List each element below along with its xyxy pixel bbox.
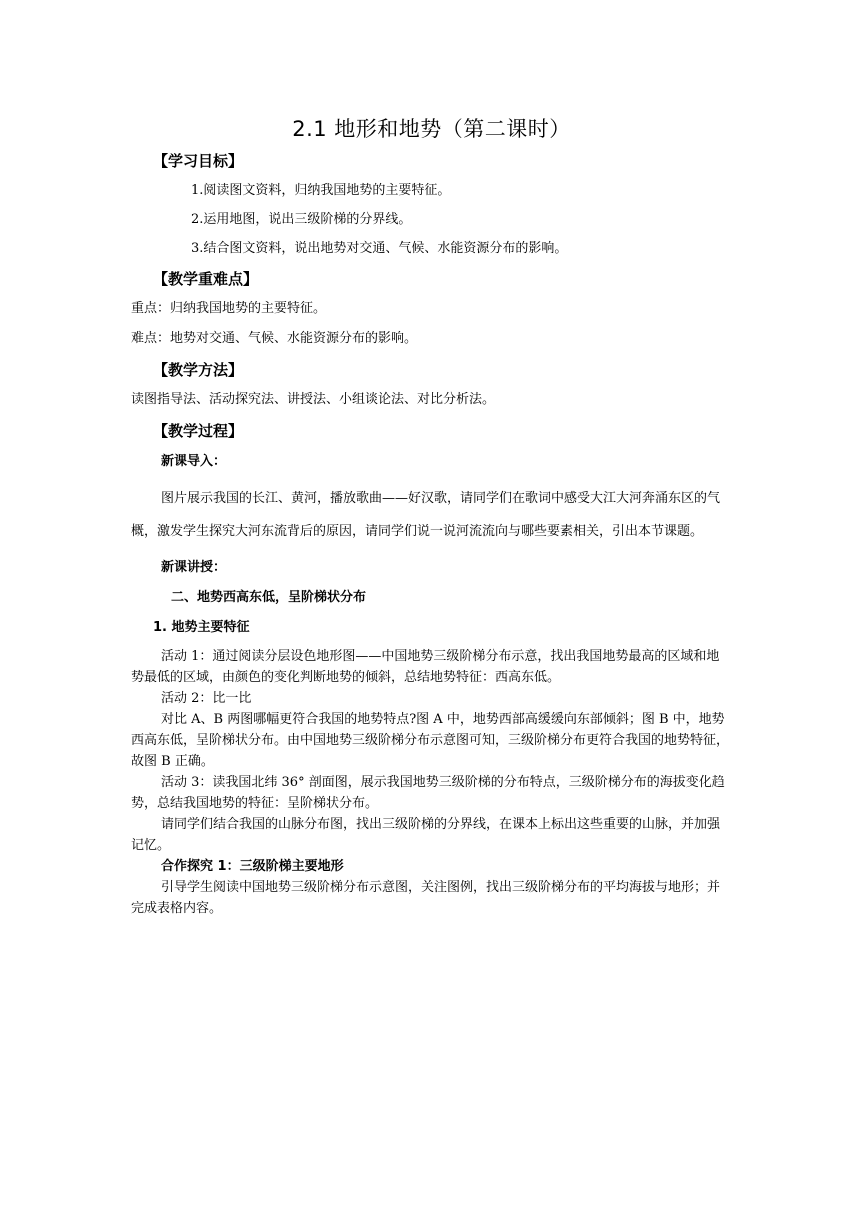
sub-title: 1. 地势主要特征 [153, 620, 250, 635]
objective-item: 3.结合图文资料，说出地势对交通、气候、水能资源分布的影响。 [191, 241, 568, 256]
difficult-point: 难点：地势对交通、气候、水能资源分布的影响。 [131, 331, 418, 346]
key-point: 重点：归纳我国地势的主要特征。 [131, 301, 327, 316]
methods-text: 读图指导法、活动探究法、讲授法、小组谈论法、对比分析法。 [131, 392, 496, 407]
activity-1: 活动 1：通过阅读分层设色地形图——中国地势三级阶梯分布示意，找出我国地势最高的区域和地势最低的区域，由颜色的变化判断地势的倾斜，总结地势特征：西高东低。 [131, 649, 720, 685]
lecture-label: 新课讲授： [161, 560, 227, 575]
page-title: 2.1 地形和地势（第二课时） [292, 117, 571, 141]
objective-item: 1.阅读图文资料，归纳我国地势的主要特征。 [191, 183, 451, 198]
activity-3: 活动 3：读我国北纬 36° 剖面图，展示我国地势三级阶梯的分布特点，三级阶梯分布的海拔变化趋势，总结我国地势的特征：呈阶梯状分布。 [131, 775, 725, 811]
intro-text: 图片展示我国的长江、黄河，播放歌曲——好汉歌，请同学们在歌词中感受大江大河奔涌东区的气概，激发学生探究大河东流背后的原因，请同学们说一说河流流向与哪些要素相关，引出本节课题。 [131, 491, 721, 539]
intro-label: 新课导入： [161, 454, 227, 469]
section-title: 二、地势西高东低，呈阶梯状分布 [171, 590, 367, 605]
activity-2-label: 活动 2：比一比 [161, 691, 252, 706]
document-content [131, 114, 732, 919]
methods-heading: 【教学方法】 [153, 361, 244, 379]
coop-text: 引导学生阅读中国地势三级阶梯分布示意图，关注图例，找出三级阶梯分布的平均海拔与地形；并完成表格内容。 [131, 880, 721, 916]
process-heading: 【教学过程】 [153, 422, 244, 440]
activity-2-text: 对比 A、B 两图哪幅更符合我国的地势特点?图 A 中，地势西部高缓缓向东部倾斜；图 B 中，地势西高东低，呈阶梯状分布。由中国地势三级阶梯分布示意图可知，三级阶梯分布更符合我国的地势特征，故图 B 正确。 [131, 712, 730, 769]
key-points-heading: 【教学重难点】 [153, 270, 259, 288]
objectives-heading: 【学习目标】 [153, 152, 244, 170]
coop-title: 合作探究 1：三级阶梯主要地形 [161, 859, 344, 874]
mountains-text: 请同学们结合我国的山脉分布图，找出三级阶梯的分界线，在课本上标出这些重要的山脉，并加强记忆。 [131, 817, 721, 853]
objective-item: 2.运用地图，说出三级阶梯的分界线。 [191, 212, 412, 227]
